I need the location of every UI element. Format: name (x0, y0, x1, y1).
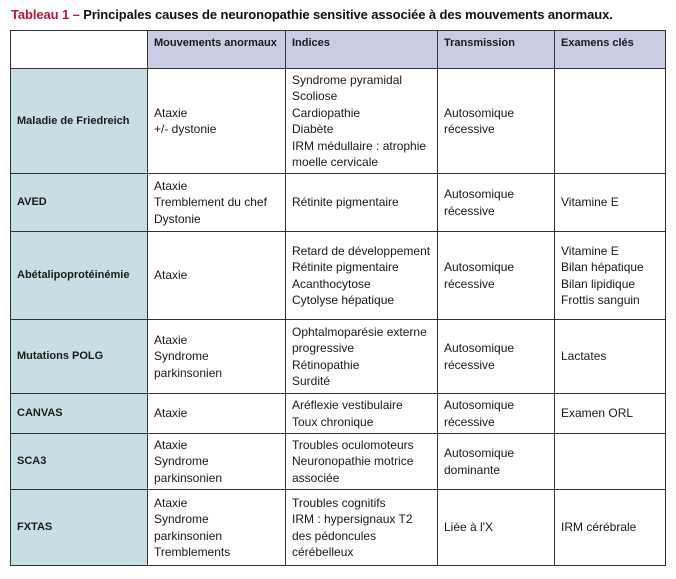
header-cell-empty (11, 31, 148, 69)
exams-line: Vitamine E (561, 243, 619, 258)
indices-cell (286, 490, 438, 566)
indices-line: Scoliose (292, 89, 338, 103)
disease-cell: SCA3 (11, 434, 148, 490)
table-title-text: Principales causes de neuronopathie sensitive associée à des mouvements anormaux. (79, 7, 613, 22)
movements-line: Tremblement du chef (154, 195, 267, 210)
transmission-line: Autosomique récessive (444, 398, 515, 429)
table-title-label: Tableau 1 – (11, 7, 80, 22)
indices-line: Neuronopathie motrice associée (292, 454, 414, 485)
table-row (11, 320, 666, 394)
indices-line: Diabète (292, 122, 334, 136)
table-row (11, 69, 666, 174)
exams-cell (555, 394, 666, 434)
table-row (11, 490, 666, 566)
indices-line: Aréflexie vestibulaire (292, 398, 403, 412)
movements-line: Ataxie (154, 437, 188, 452)
movements-line: Ataxie (154, 406, 188, 421)
transmission-cell (438, 394, 555, 434)
transmission-line: Autosomique récessive (444, 341, 515, 372)
exams-line: IRM cérébrale (561, 520, 637, 535)
transmission-cell (438, 490, 555, 566)
transmission-cell (438, 232, 555, 320)
exams-cell (555, 232, 666, 320)
disease-cell: Abétalipoprotéinémie (11, 232, 148, 320)
disease-cell: CANVAS (11, 394, 148, 434)
exams-line: Vitamine E (561, 195, 619, 210)
table-row (11, 232, 666, 320)
table-row (11, 434, 666, 490)
movements-line: Syndrome parkinsonien (154, 512, 223, 543)
indices-line: Troubles cognitifs (292, 495, 386, 510)
transmission-cell (438, 69, 555, 174)
header-cell-transmission: Transmission (438, 31, 555, 69)
exams-cell (555, 174, 666, 232)
movements-line: Syndrome parkinsonien (154, 454, 223, 485)
exams-cell (555, 434, 666, 490)
table-body (11, 69, 666, 566)
disease-cell: FXTAS (11, 490, 148, 566)
exams-cell (555, 320, 666, 394)
transmission-cell (438, 174, 555, 232)
movements-cell (148, 69, 286, 174)
transmission-line: Autosomique récessive (444, 105, 515, 136)
table-row (11, 394, 666, 434)
movements-line: Ataxie (154, 495, 188, 510)
transmission-line: Autosomique récessive (444, 260, 515, 291)
movements-line: Ataxie (154, 178, 188, 193)
indices-line: Surdité (292, 374, 331, 388)
indices-line: Rétinite pigmentaire (292, 195, 399, 210)
transmission-line: Liée à l'X (444, 520, 493, 535)
disease-cell: AVED (11, 174, 148, 232)
movements-cell (148, 174, 286, 232)
movements-cell (148, 232, 286, 320)
indices-line: IRM médullaire : atrophie moelle cervicale (292, 138, 427, 169)
table-header-row (11, 31, 666, 69)
indices-line: Syndrome pyramidal (292, 72, 403, 87)
transmission-cell (438, 320, 555, 394)
exams-line: Bilan hépatique (561, 260, 644, 274)
indices-line: Cardiopathie (292, 105, 361, 120)
indices-cell (286, 434, 438, 490)
indices-line: Rétinite pigmentaire (292, 260, 399, 274)
header-cell-exams: Examens clés (555, 31, 666, 69)
movements-cell (148, 394, 286, 434)
header-cell-movements: Mouvements anormaux (148, 31, 286, 69)
movements-line: Dystonie (154, 211, 201, 226)
disease-cell: Maladie de Friedreich (11, 69, 148, 174)
movements-cell (148, 434, 286, 490)
indices-line: Ophtalmoparésie externe progressive (292, 324, 427, 355)
movements-line: Ataxie (154, 105, 188, 120)
indices-line: Retard de développement (292, 243, 431, 258)
indices-cell (286, 320, 438, 394)
transmission-line: Autosomique dominante (444, 446, 515, 477)
indices-line: Acanthocytose (292, 276, 371, 291)
indices-cell (286, 232, 438, 320)
exams-line: Frottis sanguin (561, 293, 640, 307)
transmission-cell (438, 434, 555, 490)
indices-cell (286, 69, 438, 174)
movements-line: Ataxie (154, 332, 188, 347)
causes-table (10, 30, 666, 566)
transmission-line: Autosomique récessive (444, 187, 515, 218)
movements-cell (148, 490, 286, 566)
indices-line: IRM : hypersignaux T2 des pédoncules cérébelleux (292, 512, 413, 559)
indices-line: Toux chronique (292, 414, 374, 429)
movements-cell (148, 320, 286, 394)
movements-line: +/- dystonie (154, 122, 217, 136)
table-title (11, 7, 671, 22)
indices-line: Rétinopathie (292, 357, 360, 372)
exams-cell (555, 69, 666, 174)
table-row (11, 174, 666, 232)
exams-cell (555, 490, 666, 566)
indices-cell (286, 174, 438, 232)
disease-cell: Mutations POLG (11, 320, 148, 394)
exams-line: Bilan lipidique (561, 276, 636, 291)
header-cell-indices: Indices (286, 31, 438, 69)
movements-line: Ataxie (154, 268, 188, 283)
exams-line: Examen ORL (561, 406, 634, 421)
indices-cell (286, 394, 438, 434)
indices-line: Cytolyse hépatique (292, 293, 395, 307)
movements-line: Tremblements (154, 545, 231, 559)
indices-line: Troubles oculomoteurs (292, 437, 414, 452)
movements-line: Syndrome parkinsonien (154, 349, 223, 380)
exams-line: Lactates (561, 349, 607, 364)
